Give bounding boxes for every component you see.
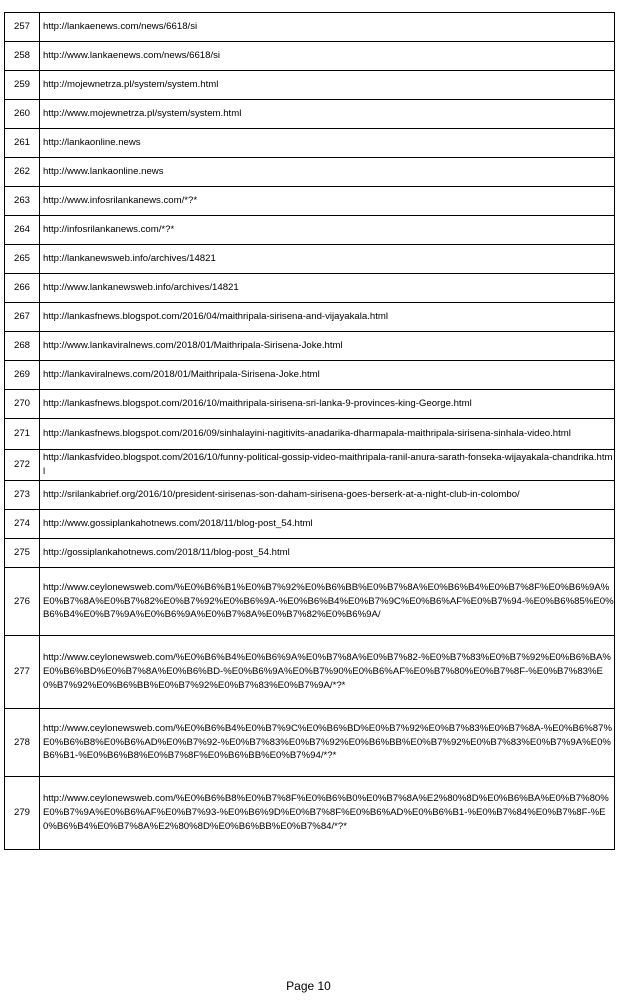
row-number: 260: [5, 100, 40, 129]
row-number: 274: [5, 510, 40, 539]
table-row: [5, 303, 615, 332]
table-row: [5, 450, 615, 481]
row-number: 264: [5, 216, 40, 245]
table-row: [5, 274, 615, 303]
row-url: http://lankanewsweb.info/archives/14821: [40, 245, 615, 274]
row-number: 276: [5, 568, 40, 636]
table-row: [5, 539, 615, 568]
row-number: 272: [5, 450, 40, 481]
row-number: 278: [5, 709, 40, 777]
row-url: http://www.gossiplankahotnews.com/2018/11/blog-post_54.html: [40, 510, 615, 539]
row-number: 259: [5, 71, 40, 100]
row-url: http://www.infosrilankanews.com/*?*: [40, 187, 615, 216]
row-url: http://www.ceylonewsweb.com/%E0%B6%B8%E0%B7%8F%E0%B6%B0%E0%B7%8A%E2%80%8D%E0%B6%BA%E0%B7%80%E0%B7%9A%E0%B6%AF%E0%B7%93-%E0%B6%9D%E0%B7%8F%E0%B6%AD%E0%B6%B1-%E0%B7%84%E0%B7%8F-%E0%B6%B4%E0%B7%8A%E2%80%8D%E0%B6%BB%E0%B7%84/*?*: [40, 777, 615, 850]
row-number: 266: [5, 274, 40, 303]
row-number: 263: [5, 187, 40, 216]
row-number: 277: [5, 636, 40, 709]
row-url: http://infosrilankanews.com/*?*: [40, 216, 615, 245]
row-url: http://www.ceylonewsweb.com/%E0%B6%B1%E0%B7%92%E0%B6%BB%E0%B7%8A%E0%B6%B4%E0%B7%8F%E0%B6%9A%E0%B7%8A%E0%B7%82%E0%B7%92%E0%B6%9A-%E0%B6%B4%E0%B7%9C%E0%B6%AF%E0%B7%94-%E0%B6%85%E0%B6%B4%E0%B7%9A%E0%B6%9A%E0%B7%8A%E0%B7%82%E0%B6%9A/: [40, 568, 615, 636]
page-number: Page 10: [286, 979, 331, 993]
row-number: 279: [5, 777, 40, 850]
table-row: [5, 419, 615, 450]
row-url: http://www.lankanewsweb.info/archives/14821: [40, 274, 615, 303]
table-row: [5, 100, 615, 129]
row-number: 273: [5, 481, 40, 510]
row-url: http://gossiplankahotnews.com/2018/11/blog-post_54.html: [40, 539, 615, 568]
row-url: http://mojewnetrza.pl/system/system.html: [40, 71, 615, 100]
row-url: http://www.ceylonewsweb.com/%E0%B6%B4%E0%B6%9A%E0%B7%8A%E0%B7%82-%E0%B7%83%E0%B7%92%E0%B6%BA%E0%B6%BD%E0%B7%8A%E0%B6%BD-%E0%B6%9A%E0%B7%90%E0%B6%AF%E0%B7%80%E0%B7%8F-%E0%B7%83%E0%B7%92%E0%B6%BB%E0%B7%92%E0%B7%83%E0%B7%9A/*?*: [40, 636, 615, 709]
row-url: http://www.lankaenews.com/news/6618/si: [40, 42, 615, 71]
row-url: http://lankaenews.com/news/6618/si: [40, 13, 615, 42]
table-row: [5, 216, 615, 245]
row-url: http://lankasfnews.blogspot.com/2016/09/sinhalayini-nagitivits-anadarika-dharmapala-maithripala-sirisena-sinhala-video.html: [40, 419, 615, 450]
row-number: 265: [5, 245, 40, 274]
table-row: [5, 42, 615, 71]
row-number: 258: [5, 42, 40, 71]
table-row: [5, 709, 615, 777]
table-row: [5, 158, 615, 187]
row-number: 261: [5, 129, 40, 158]
table-row: [5, 129, 615, 158]
table-row: [5, 777, 615, 850]
row-url: http://www.mojewnetrza.pl/system/system.html: [40, 100, 615, 129]
row-url: http://lankasfvideo.blogspot.com/2016/10/funny-political-gossip-video-maithripala-ranil-anura-sarath-fonseka-wijayakala-chandrika.html: [40, 450, 615, 481]
row-url: http://lankaviralnews.com/2018/01/Maithripala-Sirisena-Joke.html: [40, 361, 615, 390]
row-number: 275: [5, 539, 40, 568]
row-url: http://www.ceylonewsweb.com/%E0%B6%B4%E0%B7%9C%E0%B6%BD%E0%B7%92%E0%B7%83%E0%B7%8A-%E0%B6%87%E0%B6%B8%E0%B6%AD%E0%B7%92-%E0%B7%83%E0%B7%92%E0%B6%BB%E0%B7%92%E0%B7%83%E0%B7%9A%E0%B6%B1-%E0%B6%B8%E0%B7%8F%E0%B6%BB%E0%B7%94/*?*: [40, 709, 615, 777]
row-number: 269: [5, 361, 40, 390]
table-row: [5, 187, 615, 216]
table-row: [5, 390, 615, 419]
table-row: [5, 510, 615, 539]
row-number: 270: [5, 390, 40, 419]
table-row: [5, 71, 615, 100]
row-number: 267: [5, 303, 40, 332]
table-row: [5, 636, 615, 709]
row-url: http://www.lankaviralnews.com/2018/01/Maithripala-Sirisena-Joke.html: [40, 332, 615, 361]
row-number: 268: [5, 332, 40, 361]
row-url: http://srilankabrief.org/2016/10/president-sirisenas-son-daham-sirisena-goes-berserk-at-a-night-club-in-colombo/: [40, 481, 615, 510]
url-table: [4, 12, 615, 850]
table-row: [5, 481, 615, 510]
table-row: [5, 245, 615, 274]
row-url: http://www.lankaonline.news: [40, 158, 615, 187]
row-url: http://lankasfnews.blogspot.com/2016/10/maithripala-sirisena-sri-lanka-9-provinces-king-George.html: [40, 390, 615, 419]
table-row: [5, 332, 615, 361]
row-number: 271: [5, 419, 40, 450]
table-row: [5, 361, 615, 390]
row-url: http://lankaonline.news: [40, 129, 615, 158]
row-number: 262: [5, 158, 40, 187]
table-row: [5, 568, 615, 636]
table-row: [5, 13, 615, 42]
row-number: 257: [5, 13, 40, 42]
row-url: http://lankasfnews.blogspot.com/2016/04/maithripala-sirisena-and-vijayakala.html: [40, 303, 615, 332]
